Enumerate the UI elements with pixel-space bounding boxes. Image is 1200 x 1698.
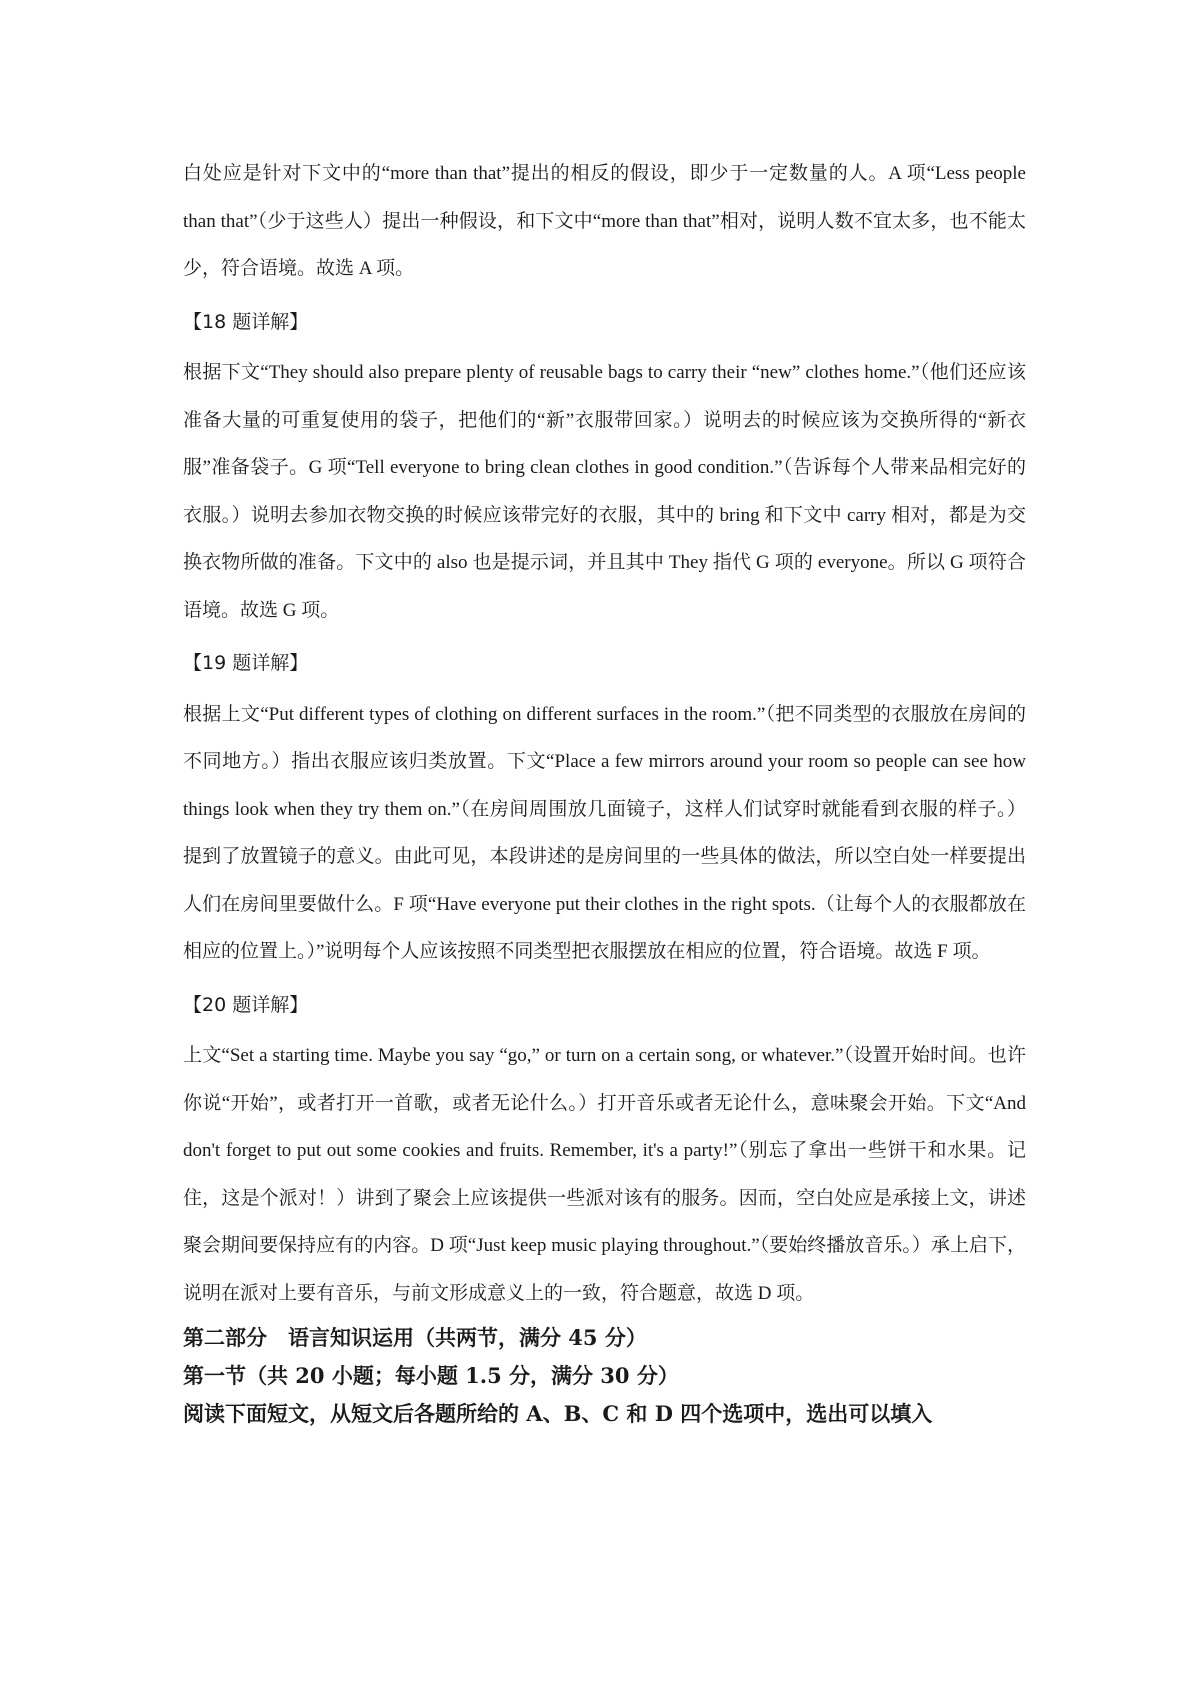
section-header-block (183, 1319, 1026, 1433)
explanation-20: 上文“Set a starting time. Maybe you say “go,” or turn on a certain song, or whatever.”（设置开始时间。也许你说“开始”，或者打开一首歌，或者无论什么。）打开音乐或者无论什么，意味聚会开始。下文“And don't forget to put out some cookies and fruits. Remember, it's a party!”（别忘了拿出一些饼干和水果。记住，这是个派对！）讲到了聚会上应该提供一些派对该有的服务。因而，空白处应是承接上文，讲述聚会期间要保持应有的内容。D 项“Just keep music playing throughout.”（要始终播放音乐。）承上启下，说明在派对上要有音乐，与前文形成意义上的一致，符合题意，故选 D 项。 (183, 1045, 1026, 1304)
heading-question-18: 【18 题详解】 (183, 310, 309, 333)
explanation-19: 根据上文“Put different types of clothing on different surfaces in the room.”（把不同类型的衣服放在房间的不同地方。）指出衣服应该归类放置。下文“Place a few mirrors around your room so people can see how things look when they try them on.”（在房间周围放几面镜子，这样人们试穿时就能看到衣服的样子。）提到了放置镜子的意义。由此可见，本段讲述的是房间里的一些具体的做法，所以空白处一样要提出人们在房间里要做什么。F 项“Have everyone put their clothes in the right spots.（让每个人的衣服都放在相应的位置上。）”说明每个人应该按照不同类型把衣服摆放在相应的位置，符合语境。故选 F 项。 (183, 703, 1026, 962)
explanation-17-continued: 白处应是针对下文中的“more than that”提出的相反的假设，即少于一定数量的人。A 项“Less people than that”（少于这些人）提出一种假设，和下文中“more than that”相对，说明人数不宜太多，也不能太少，符合语境。故选 A 项。 (183, 163, 1026, 279)
part-two-title: 第二部分 语言知识运用（共两节，满分 45 分） (183, 1325, 647, 1350)
section-instruction: 阅读下面短文，从短文后各题所给的 A、B、C 和 D 四个选项中，选出可以填入 (183, 1401, 933, 1426)
explanation-18: 根据下文“They should also prepare plenty of reusable bags to carry their “new” clothes home.”（他们还应该准备大量的可重复使用的袋子，把他们的“新”衣服带回家。）说明去的时候应该为交换所得的“新衣服”准备袋子。G 项“Tell everyone to bring clean clothes in good condition.”（告诉每个人带来品相完好的衣服。）说明去参加衣物交换的时候应该带完好的衣服，其中的 bring 和下文中 carry 相对，都是为交换衣物所做的准备。下文中的 also 也是提示词，并且其中 They 指代 G 项的 everyone。所以 G 项符合语境。故选 G 项。 (183, 362, 1026, 621)
heading-question-20: 【20 题详解】 (183, 993, 309, 1016)
section-one-title: 第一节（共 20 小题；每小题 1.5 分，满分 30 分） (183, 1363, 679, 1388)
document-body (183, 150, 1026, 1433)
heading-question-19: 【19 题详解】 (183, 652, 309, 674)
